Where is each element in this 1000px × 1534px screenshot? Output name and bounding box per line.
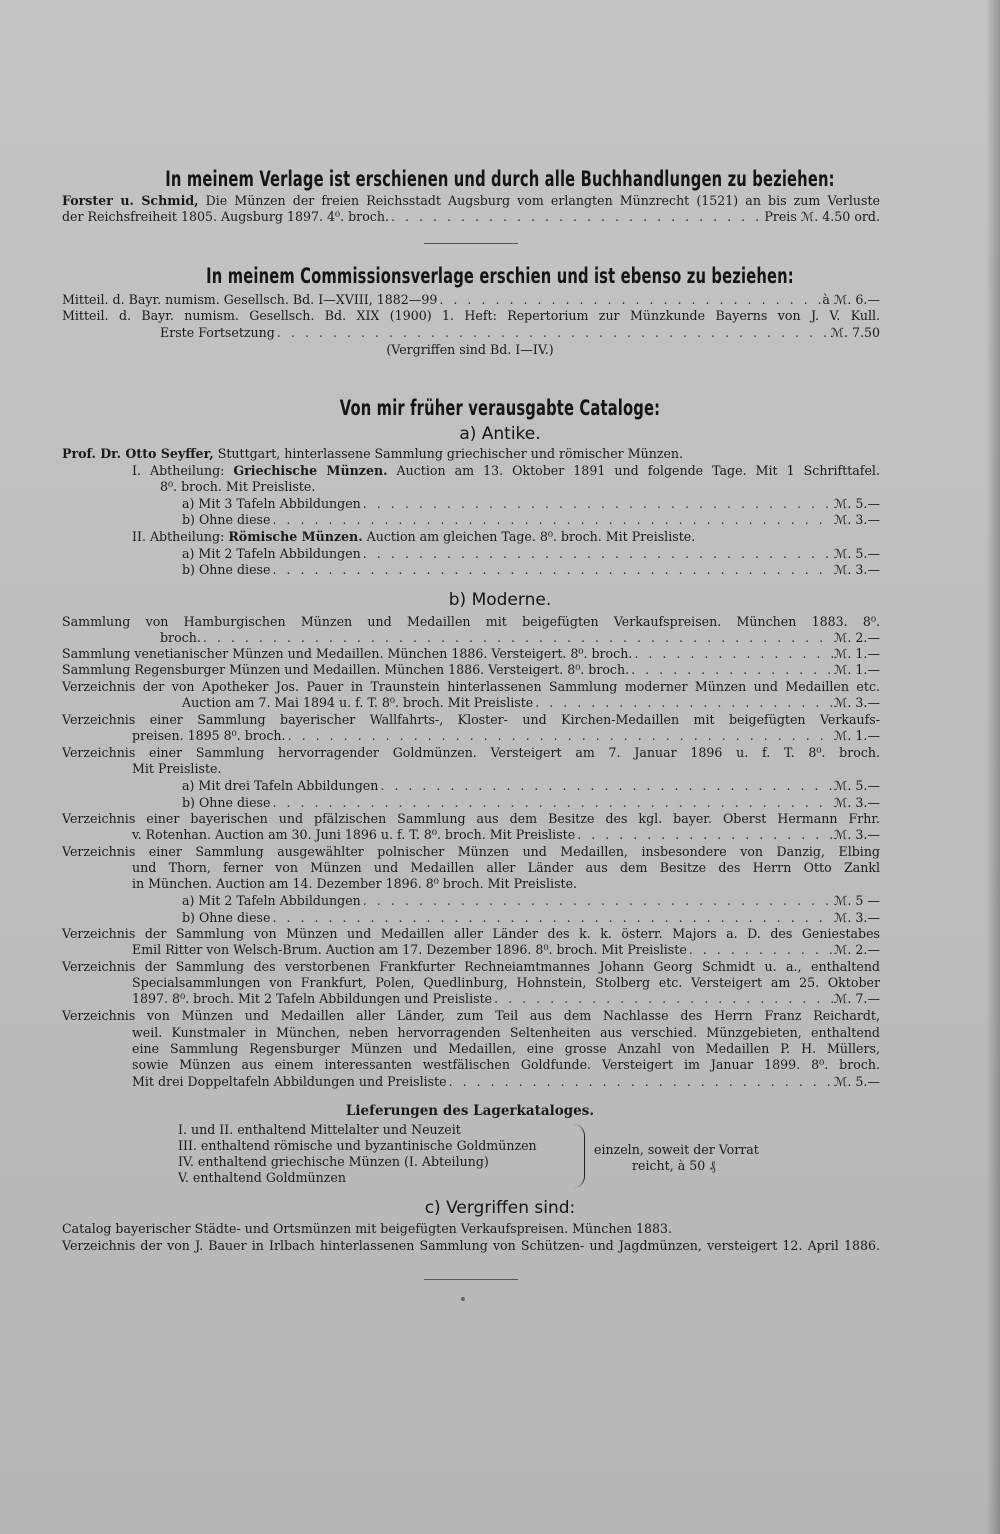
commission-text-1: Mitteil. d. Bayr. numism. Gesellsch. Bd. I—XVIII, 1882—99 (62, 292, 438, 307)
forster-price: Preis ℳ. 4.50 ord. (764, 209, 880, 224)
abt1-tafel: Mit 1 Schrifttafel. (755, 463, 880, 478)
moderne-l9: Verzeichnis einer Sammlung hervorragender Goldmünzen. Versteigert am 7. Januar 1896 u. f. T. 8⁰. broch. (62, 745, 880, 760)
moderne-l6 (182, 695, 880, 711)
commission-row-1 (62, 292, 880, 308)
m-l21-price: ℳ. 2.— (833, 942, 880, 957)
antike-abt1-line2: 8⁰. broch. Mit Preisliste. (160, 479, 316, 494)
a2-text: a) Mit 2 Tafeln Abbildungen (182, 546, 361, 561)
forster-text-2: der Reichsfreiheit 1805. Augsburg 1897. 4⁰. broch. (62, 209, 389, 224)
m-l3-price: ℳ. 1.— (833, 646, 880, 661)
commission-text-3: Erste Fortsetzung (160, 325, 275, 340)
leader-dots (389, 209, 764, 225)
moderne-l24 (132, 991, 880, 1007)
forster-line-1 (62, 193, 880, 209)
m-l2-text: broch. (160, 630, 201, 645)
forster-author: Forster u. Schmid, (62, 193, 199, 208)
antike-a1 (182, 496, 880, 512)
m-l11-price: ℳ. 5.— (833, 778, 880, 793)
moderne-l8 (132, 728, 880, 744)
moderne-l22: Verzeichnis der Sammlung des verstorbenen Frankfurter Rechneiamtmannes Johann Georg Schmidt u. a., enthaltend (62, 959, 880, 974)
heading-cataloge: Von mir früher verausgabte Cataloge: (339, 396, 661, 420)
leader-dots (378, 778, 834, 794)
leader-dots (687, 942, 834, 958)
moderne-l27: eine Sammlung Regensburger Münzen und Medaillen, eine grosse Anzahl von Medaillen P. H. Müllers, (132, 1041, 880, 1056)
m-l19-price: ℳ. 3.— (833, 910, 880, 925)
moderne-l17: in München. Auction am 14. Dezember 1896. 8⁰ broch. Mit Preisliste. (132, 876, 578, 891)
moderne-l1: Sammlung von Hamburgischen Münzen und Medaillen mit beigefügten Verkaufspreisen. München 1883. 8⁰. (62, 614, 880, 629)
leader-dots (270, 512, 833, 528)
moderne-l15: Verzeichnis einer Sammlung ausgewählter polnischer Münzen und Medaillen, insbesondere von Danzig, Elbing (62, 844, 880, 859)
leader-dots (361, 496, 834, 512)
m-l4-price: ℳ. 1.— (833, 662, 880, 677)
leader-dots (270, 910, 833, 926)
antike-abt2 (132, 529, 880, 545)
antike-intro (62, 446, 880, 462)
a1-price: ℳ. 5.— (833, 496, 880, 511)
m-l29-price: ℳ. 5.— (833, 1074, 880, 1089)
b2-text: b) Ohne diese (182, 562, 271, 577)
m-l24-text: 1897. 8⁰. broch. Mit 2 Tafeln Abbildungen und Preisliste (132, 991, 493, 1006)
lager-item-3: IV. enthaltend griechische Münzen (I. Abteilung) (178, 1154, 489, 1169)
m-l3-text: Sammlung venetianischer Münzen und Medaillen. München 1886. Versteigert. 8⁰. broch. (62, 646, 633, 661)
leader-dots (447, 1074, 834, 1090)
b1-text: b) Ohne diese (182, 512, 271, 527)
leader-dots (575, 827, 834, 843)
a1-text: a) Mit 3 Tafeln Abbildungen (182, 496, 361, 511)
leader-dots (361, 546, 834, 562)
commission-row-2: Mitteil. d. Bayr. numism. Gesellsch. Bd. XIX (1900) 1. Heft: Repertorium zur Münzkunde Bayerns von J. V. Kull. (62, 308, 880, 323)
m-l6-price: ℳ. 3.— (833, 695, 880, 710)
antike-a2 (182, 546, 880, 562)
leader-dots (629, 662, 834, 678)
m-l8-price: ℳ. 1.— (833, 728, 880, 743)
forster-line-2 (62, 209, 880, 225)
bottom-rule (424, 1279, 518, 1280)
abt1-label: I. Abtheilung: (132, 463, 225, 478)
lager-note-1: einzeln, soweit der Vorrat (594, 1142, 759, 1157)
b1-price: ℳ. 3.— (833, 512, 880, 527)
commission-price-3: ℳ. 7.50 (830, 325, 880, 340)
abt1-title: Griechische Münzen. (233, 463, 388, 478)
moderne-l18 (182, 893, 880, 909)
antike-intro-author: Prof. Dr. Otto Seyffer, (62, 446, 214, 461)
leader-dots (492, 991, 834, 1007)
moderne-l29 (132, 1074, 880, 1090)
lager-note-2: reicht, à 50 ₰ (632, 1158, 716, 1173)
leader-dots (632, 646, 834, 662)
commission-price-1: à ℳ. 6.— (822, 292, 880, 307)
forster-text-1: Die Münzen der freien Reichsstadt Augsburg vom erlangten Münzrecht (1521) an bis zum Verluste (205, 193, 880, 208)
m-l21-text: Emil Ritter von Welsch-Brum. Auction am 17. Dezember 1896. 8⁰. broch. Mit Preisliste (132, 942, 687, 957)
antike-b2 (182, 562, 880, 578)
leader-dots (286, 728, 834, 744)
heading-lager: Lieferungen des Lagerkataloges. (345, 1103, 595, 1119)
moderne-l23: Specialsammlungen von Frankfurt, Polen, Quedlinburg, Hohnstein, Stolberg etc. Versteigert am 25. Oktober (132, 975, 880, 990)
leader-dots (437, 292, 822, 308)
vergriffen-1: Catalog bayerischer Städte- und Ortsmünzen mit beigefügten Verkaufspreisen. München 1883. (62, 1221, 673, 1236)
moderne-l13: Verzeichnis einer bayerischen und pfälzischen Sammlung aus dem Besitze des kgl. bayer. Oberst Hermann Frhr. (62, 811, 880, 826)
moderne-l21 (132, 942, 880, 958)
moderne-l26: weil. Kunstmaler in München, neben hervorragenden Seltenheiten aus verschied. Münzgebieten, enthaltend (132, 1025, 880, 1040)
moderne-l11 (182, 778, 880, 794)
abt2-auction: Auction am gleichen Tage. 8⁰. broch. Mit Preisliste. (366, 529, 696, 544)
m-l12-price: ℳ. 3.— (833, 795, 880, 810)
moderne-l5: Verzeichnis der von Apotheker Jos. Pauer in Traunstein hinterlassenen Sammlung moderner Münzen und Medaillen etc. (62, 679, 880, 694)
leader-dots (275, 325, 831, 341)
section-rule (424, 243, 518, 244)
leader-dots (533, 695, 834, 711)
moderne-l28: sowie Münzen aus einem interessanten westfälischen Goldfunde. Versteigert im Januar 1899. 8⁰. broch. (132, 1057, 880, 1072)
m-l18-text: a) Mit 2 Tafeln Abbildungen (182, 893, 361, 908)
leader-dots (270, 795, 833, 811)
m-l18-price: ℳ. 5 — (833, 893, 880, 908)
moderne-l16: und Thorn, ferner von Münzen und Medaillen aller Länder aus dem Besitze des Herrn Otto Zankl (132, 860, 880, 875)
moderne-l2 (160, 630, 880, 646)
moderne-l4 (62, 662, 880, 678)
antike-intro-text: Stuttgart, hinterlassene Sammlung griechischer und römischer Münzen. (217, 446, 684, 461)
abt1-auction: Auction am 13. Oktober 1891 und folgende Tage. (396, 463, 747, 478)
moderne-l25: Verzeichnis von Münzen und Medaillen aller Länder, zum Teil aus dem Nachlasse des Herrn Franz Reichardt, (62, 1008, 880, 1023)
heading-verlag: In meinem Verlage ist erschienen und durch alle Buchhandlungen zu beziehen: (165, 167, 835, 191)
m-l12-text: b) Ohne diese (182, 795, 271, 810)
b2-price: ℳ. 3.— (833, 562, 880, 577)
sub-vergriffen: c) Vergriffen sind: (424, 1198, 576, 1218)
m-l2-price: ℳ. 2.— (833, 630, 880, 645)
moderne-l14 (132, 827, 880, 843)
antike-abt1 (132, 463, 880, 479)
moderne-l7: Verzeichnis einer Sammlung bayerischer Wallfahrts-, Kloster- und Kirchen-Medaillen mit beigefügten Verkaufs- (62, 712, 880, 727)
moderne-l10: Mit Preisliste. (132, 761, 222, 776)
sub-moderne: b) Moderne. (448, 590, 552, 610)
m-l8-text: preisen. 1895 8⁰. broch. (132, 728, 286, 743)
lager-item-1: I. und II. enthaltend Mittelalter und Neuzeit (178, 1122, 461, 1137)
moderne-l12 (182, 795, 880, 811)
commission-row-3 (160, 325, 880, 341)
abt2-label: II. Abtheilung: (132, 529, 225, 544)
moderne-l19 (182, 910, 880, 926)
sub-antike: a) Antike. (459, 424, 541, 444)
m-l29-text: Mit drei Doppeltafeln Abbildungen und Preisliste (132, 1074, 447, 1089)
heading-commission: In meinem Commissionsverlage erschien und ist ebenso zu beziehen: (206, 264, 794, 288)
a2-price: ℳ. 5.— (833, 546, 880, 561)
m-l6-text: Auction am 7. Mai 1894 u. f. T. 8⁰. broch. Mit Preisliste (182, 695, 534, 710)
lager-item-2: III. enthaltend römische und byzantinische Goldmünzen (178, 1138, 537, 1153)
leader-dots (201, 630, 834, 646)
vergriffen-2: Verzeichnis der von J. Bauer in Irlbach hinterlassenen Sammlung von Schützen- und Jagdmünzen, versteigert 12. April 1886. (62, 1238, 880, 1253)
lager-item-4: V. enthaltend Goldmünzen (178, 1170, 346, 1185)
moderne-l3 (62, 646, 880, 662)
m-l11-text: a) Mit drei Tafeln Abbildungen (182, 778, 379, 793)
page-edge-shadow (986, 0, 1000, 1534)
abt2-title: Römische Münzen. (228, 529, 363, 544)
m-l19-text: b) Ohne diese (182, 910, 271, 925)
moderne-l20: Verzeichnis der Sammlung von Münzen und Medaillen aller Länder des k. k. österr. Majors a. D. des Geniestabes (62, 926, 880, 941)
commission-note: (Vergriffen sind Bd. I—IV.) (386, 342, 554, 357)
m-l14-text: v. Rotenhan. Auction am 30. Juni 1896 u. f. T. 8⁰. broch. Mit Preisliste (132, 827, 576, 842)
m-l4-text: Sammlung Regensburger Münzen und Medaillen. München 1886. Versteigert. 8⁰. broch. (62, 662, 630, 677)
m-l14-price: ℳ. 3.— (833, 827, 880, 842)
brace-icon (570, 1124, 585, 1188)
print-speck (461, 1297, 465, 1301)
leader-dots (361, 893, 834, 909)
m-l24-price: ℳ. 7.— (833, 991, 880, 1006)
leader-dots (270, 562, 833, 578)
antike-b1 (182, 512, 880, 528)
